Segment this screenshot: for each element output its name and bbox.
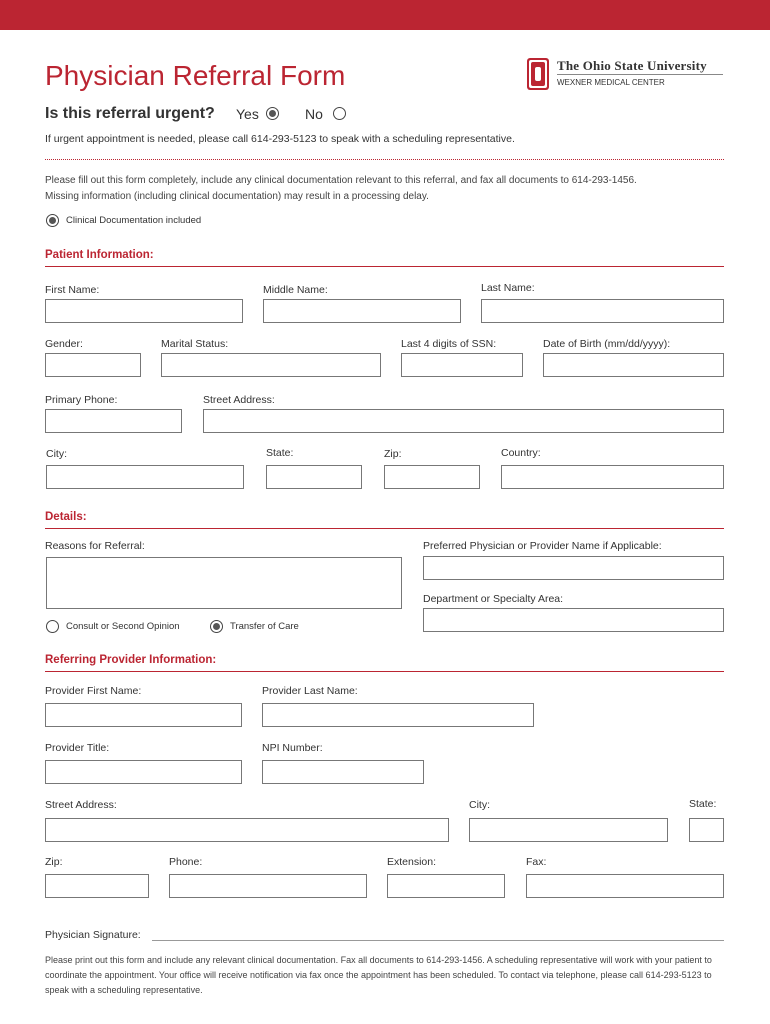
urgent-yes-radio[interactable] — [266, 107, 279, 120]
street-address-label: Street Address: — [203, 394, 275, 406]
last-name-label: Last Name: — [481, 282, 535, 294]
provider-city-label: City: — [469, 799, 490, 811]
provider-phone-field[interactable] — [169, 874, 367, 898]
provider-state-label: State: — [689, 798, 717, 810]
last-name-field[interactable] — [481, 299, 724, 323]
preferred-physician-field[interactable] — [423, 556, 724, 580]
dob-label: Date of Birth (mm/dd/yyyy): — [543, 338, 671, 350]
provider-phone-label: Phone: — [169, 856, 203, 868]
middle-name-label: Middle Name: — [263, 284, 328, 296]
state-field[interactable] — [266, 465, 362, 489]
urgent-no-radio[interactable] — [333, 107, 346, 120]
zip-label: Zip: — [384, 448, 402, 460]
urgent-yes-label: Yes — [236, 106, 259, 122]
city-field[interactable] — [46, 465, 244, 489]
street-address-field[interactable] — [203, 409, 724, 433]
footer-note: Please print out this form and include any relevant clinical documentation. Fax all documents to 614-293-1456. A scheduling representative will work with your patient to coordinate the appointment. Your office will receive notification via fax once the appointment has been scheduled. To contact via telephone, please call 614-293-5123 to speak with a scheduling representative. — [45, 955, 712, 995]
npi-field[interactable] — [262, 760, 424, 784]
section-rule — [45, 671, 724, 672]
primary-phone-label: Primary Phone: — [45, 394, 118, 406]
provider-title-field[interactable] — [45, 760, 242, 784]
signature-line[interactable] — [152, 940, 724, 941]
consult-label: Consult or Second Opinion — [66, 621, 180, 632]
header-bar — [0, 0, 770, 30]
provider-first-name-label: Provider First Name: — [45, 685, 142, 697]
city-label: City: — [46, 448, 67, 460]
marital-status-field[interactable] — [161, 353, 381, 377]
urgent-note: If urgent appointment is needed, please call 614-293-5123 to speak with a scheduling representative. — [45, 133, 515, 145]
logo-subtitle: WEXNER MEDICAL CENTER — [557, 78, 665, 87]
extension-field[interactable] — [387, 874, 505, 898]
details-section-heading: Details: — [45, 511, 87, 523]
gender-field[interactable] — [45, 353, 141, 377]
middle-name-field[interactable] — [263, 299, 461, 323]
first-name-field[interactable] — [45, 299, 243, 323]
provider-street-label: Street Address: — [45, 799, 117, 811]
provider-state-field[interactable] — [689, 818, 724, 842]
state-label: State: — [266, 447, 294, 459]
divider — [45, 159, 724, 160]
signature-label: Physician Signature: — [45, 929, 141, 941]
provider-street-field[interactable] — [45, 818, 449, 842]
first-name-label: First Name: — [45, 284, 100, 296]
gender-label: Gender: — [45, 338, 83, 350]
provider-title-label: Provider Title: — [45, 742, 110, 754]
logo-university-name: The Ohio State University — [557, 58, 707, 73]
page-title: Physician Referral Form — [45, 60, 346, 91]
provider-zip-label: Zip: — [45, 856, 63, 868]
instructions-line-1: Please fill out this form completely, include any clinical documentation relevant to this referral, and fax all documents to 614-293-1456. — [45, 175, 637, 186]
country-field[interactable] — [501, 465, 724, 489]
dob-field[interactable] — [543, 353, 724, 377]
zip-field[interactable] — [384, 465, 480, 489]
clinical-doc-radio[interactable] — [46, 214, 59, 227]
urgent-no-label: No — [305, 106, 323, 122]
section-rule — [45, 266, 724, 267]
urgent-question: Is this referral urgent? — [45, 105, 215, 122]
transfer-radio[interactable] — [210, 620, 223, 633]
block-o-logo-icon — [527, 58, 549, 90]
ssn-field[interactable] — [401, 353, 523, 377]
transfer-label: Transfer of Care — [230, 621, 299, 632]
department-field[interactable] — [423, 608, 724, 632]
ssn-label: Last 4 digits of SSN: — [401, 338, 497, 350]
patient-section-heading: Patient Information: — [45, 249, 154, 261]
provider-first-name-field[interactable] — [45, 703, 242, 727]
npi-label: NPI Number: — [262, 742, 323, 754]
marital-status-label: Marital Status: — [161, 338, 229, 350]
provider-last-name-label: Provider Last Name: — [262, 685, 358, 697]
clinical-doc-label: Clinical Documentation included — [66, 215, 202, 226]
fax-field[interactable] — [526, 874, 724, 898]
provider-city-field[interactable] — [469, 818, 668, 842]
preferred-physician-label: Preferred Physician or Provider Name if Applicable: — [423, 540, 662, 552]
provider-section-heading: Referring Provider Information: — [45, 654, 217, 666]
extension-label: Extension: — [387, 856, 437, 868]
department-label: Department or Specialty Area: — [423, 593, 564, 605]
country-label: Country: — [501, 447, 541, 459]
section-rule — [45, 528, 724, 529]
consult-radio[interactable] — [46, 620, 59, 633]
logo-divider — [557, 74, 723, 75]
reasons-label: Reasons for Referral: — [45, 540, 145, 552]
primary-phone-field[interactable] — [45, 409, 182, 433]
provider-last-name-field[interactable] — [262, 703, 534, 727]
reasons-field[interactable] — [46, 557, 402, 609]
provider-zip-field[interactable] — [45, 874, 149, 898]
instructions-line-2: Missing information (including clinical documentation) may result in a processing delay. — [45, 191, 429, 202]
fax-label: Fax: — [526, 856, 547, 868]
